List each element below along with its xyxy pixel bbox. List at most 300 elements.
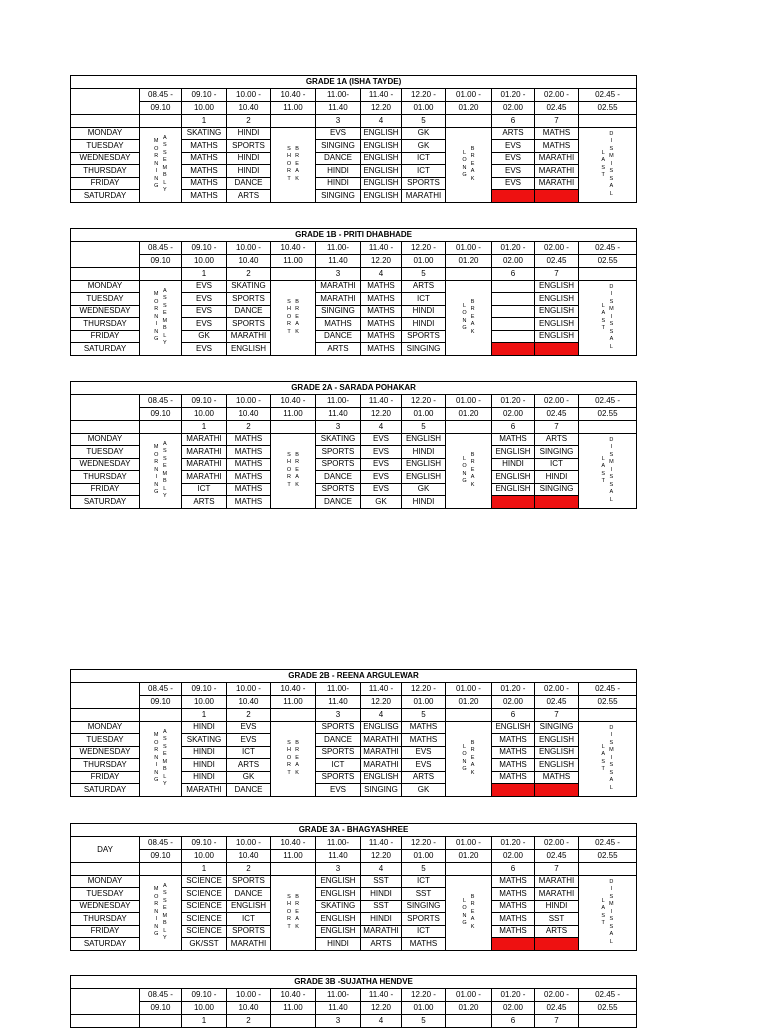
subject-cell: MARATHI — [535, 165, 579, 178]
blank-cell — [446, 1015, 492, 1028]
period-number: 6 — [492, 421, 535, 434]
period-number: 2 — [227, 709, 271, 722]
period-number: 1 — [182, 115, 227, 128]
short-break-label-letter: T — [287, 328, 291, 335]
last-dismissal-label-letter: T — [601, 172, 605, 178]
subject-cell: MATHS — [227, 446, 271, 459]
morning-assembly-label-letter: N — [154, 313, 159, 320]
subject-cell: HINDI — [316, 938, 361, 951]
time-end: 10.40 — [227, 255, 271, 268]
last-dismissal-label-letter: I — [610, 754, 613, 761]
short-break-label-letter: K — [295, 923, 299, 930]
time-start: 01.20 - — [492, 242, 535, 255]
time-end: 02.00 — [492, 255, 535, 268]
subject-cell: MATHS — [492, 771, 535, 784]
period-number: 5 — [402, 421, 446, 434]
subject-cell: EVS — [361, 433, 402, 446]
subject-cell: ICT — [182, 483, 227, 496]
time-end: 01.00 — [402, 408, 446, 421]
period-number: 2 — [227, 115, 271, 128]
time-end: 01.20 — [446, 408, 492, 421]
last-dismissal-label-letter: A — [601, 310, 606, 316]
morning-assembly-label — [140, 280, 182, 355]
period-number: 4 — [361, 863, 402, 876]
red-marked-cell — [535, 343, 579, 356]
red-marked-cell — [535, 190, 579, 203]
short-break-label-letter: S — [287, 893, 291, 900]
short-break-label — [271, 280, 316, 355]
last-dismissal-label-letter: L — [601, 455, 605, 462]
subject-cell: ENGLISH — [361, 140, 402, 153]
subject-cell: EVS — [361, 483, 402, 496]
time-start: 01.00 - — [446, 242, 492, 255]
subject-cell: MATHS — [492, 759, 535, 772]
blank-cell — [140, 115, 182, 128]
morning-assembly-label-letter: O — [154, 145, 159, 152]
short-break-label-letter: A — [295, 474, 299, 481]
day-label: MONDAY — [71, 721, 140, 734]
morning-assembly-label-letter: N — [154, 160, 159, 167]
morning-assembly-label-letter: M — [162, 758, 168, 765]
short-break-label-letter: K — [295, 175, 299, 182]
last-dismissal-label-letter: M — [609, 747, 614, 754]
long-break-label-letter: O — [462, 157, 467, 163]
morning-assembly-label-letter: L — [163, 485, 167, 492]
time-start: 01.20 - — [492, 395, 535, 408]
time-start: 02.00 - — [535, 989, 579, 1002]
short-break-label-letter: B — [295, 451, 299, 458]
subject-cell: SPORTS — [316, 483, 361, 496]
subject-cell — [492, 305, 535, 318]
morning-assembly-label-letter: N — [154, 175, 159, 182]
subject-cell: HINDI — [535, 471, 579, 484]
subject-cell: SINGING — [361, 784, 402, 797]
time-end: 11.00 — [271, 1002, 316, 1015]
subject-cell: GK — [402, 127, 446, 140]
time-start: 11.00- — [316, 989, 361, 1002]
last-dismissal-label-letter: I — [610, 732, 613, 739]
time-end: 10.40 — [227, 102, 271, 115]
day-header — [71, 395, 140, 421]
subject-cell: ENGLISH — [402, 458, 446, 471]
subject-cell: HINDI — [402, 318, 446, 331]
time-end: 09.10 — [140, 850, 182, 863]
long-break-label-letter: E — [470, 754, 475, 761]
time-start: 01.20 - — [492, 89, 535, 102]
last-dismissal-label-letter: A — [601, 751, 606, 757]
time-end: 09.10 — [140, 408, 182, 421]
last-dismissal-label-letter: S — [609, 168, 614, 175]
time-start: 02.00 - — [535, 683, 579, 696]
last-dismissal-label-letter: I — [610, 886, 613, 893]
short-break-label-letter: T — [287, 481, 291, 488]
last-dismissal-label-letter: S — [609, 923, 614, 930]
subject-cell: ARTS — [227, 759, 271, 772]
last-dismissal-label-letter: S — [609, 739, 614, 746]
time-end: 10.40 — [227, 850, 271, 863]
time-start: 09.10 - — [182, 89, 227, 102]
blank-cell — [271, 1015, 316, 1028]
subject-cell: ENGLISH — [316, 925, 361, 938]
long-break-label — [446, 433, 492, 508]
subject-cell: MATHS — [227, 471, 271, 484]
time-start: 08.45 - — [140, 89, 182, 102]
long-break-label-letter: E — [470, 908, 475, 915]
time-end: 02.55 — [579, 850, 637, 863]
time-start: 01.20 - — [492, 837, 535, 850]
morning-assembly-label-letter: A — [162, 134, 167, 141]
day-label: MONDAY — [71, 127, 140, 140]
subject-cell: ENGLISG — [361, 721, 402, 734]
day-label: SATURDAY — [71, 496, 140, 509]
day-label: FRIDAY — [71, 177, 140, 190]
subject-cell: MARATHI — [182, 446, 227, 459]
short-break-label-letter: K — [295, 769, 299, 776]
time-start: 11.00- — [316, 242, 361, 255]
blank-cell — [140, 709, 182, 722]
period-number: 3 — [316, 1015, 361, 1028]
time-start: 12.20 - — [402, 683, 446, 696]
subject-cell: SINGING — [402, 343, 446, 356]
subject-cell: ENGLISH — [492, 483, 535, 496]
morning-assembly-label-letter: I — [155, 916, 157, 923]
time-start: 10.40 - — [271, 395, 316, 408]
subject-cell: MARATHI — [316, 280, 361, 293]
time-start: 12.20 - — [402, 242, 446, 255]
subject-cell: SPORTS — [316, 746, 361, 759]
period-number: 3 — [316, 268, 361, 281]
morning-assembly-label-letter: S — [162, 149, 167, 156]
time-start: 10.40 - — [271, 837, 316, 850]
morning-assembly-label-letter: Y — [162, 187, 167, 193]
morning-assembly-label-letter: E — [162, 157, 167, 163]
red-marked-cell — [492, 496, 535, 509]
time-end: 11.40 — [316, 696, 361, 709]
short-break-label — [271, 875, 316, 950]
red-marked-cell — [492, 784, 535, 797]
morning-assembly-label-letter: N — [154, 908, 159, 915]
short-break-label — [271, 127, 316, 202]
subject-cell: MATHS — [492, 875, 535, 888]
time-end: 10.00 — [182, 408, 227, 421]
subject-cell: MATHS — [492, 888, 535, 901]
subject-cell: SCIENCE — [182, 888, 227, 901]
long-break-label-letter: E — [470, 466, 475, 473]
subject-cell: MARATHI — [182, 784, 227, 797]
subject-cell: EVS — [492, 140, 535, 153]
subject-cell: MATHS — [227, 458, 271, 471]
blank-cell — [140, 863, 182, 876]
last-dismissal-label-letter: I — [610, 313, 613, 320]
blank-cell — [446, 268, 492, 281]
subject-cell: DANCE — [316, 471, 361, 484]
short-break-label-letter: A — [295, 168, 299, 175]
period-number: 5 — [402, 115, 446, 128]
subject-cell: EVS — [182, 280, 227, 293]
subject-cell: HINDI — [361, 888, 402, 901]
subject-cell: EVS — [492, 152, 535, 165]
morning-assembly-label-letter: M — [153, 444, 159, 451]
time-start: 08.45 - — [140, 837, 182, 850]
subject-cell: HINDI — [182, 771, 227, 784]
last-dismissal-label-letter: S — [609, 769, 614, 776]
last-dismissal-label-letter: S — [609, 328, 614, 335]
morning-assembly-label-letter: M — [162, 470, 168, 477]
day-label: MONDAY — [71, 875, 140, 888]
subject-cell: MARATHI — [361, 925, 402, 938]
time-start: 01.00 - — [446, 683, 492, 696]
time-start: 08.45 - — [140, 242, 182, 255]
time-end: 01.00 — [402, 850, 446, 863]
time-end: 01.00 — [402, 1002, 446, 1015]
morning-assembly-label-letter: R — [154, 747, 159, 754]
time-start: 02.00 - — [535, 89, 579, 102]
subject-cell: ICT — [316, 759, 361, 772]
time-start: 09.10 - — [182, 395, 227, 408]
short-break-label-letter: R — [295, 901, 300, 908]
subject-cell: GK — [227, 771, 271, 784]
short-break-label-letter: H — [287, 901, 291, 908]
time-start: 10.40 - — [271, 242, 316, 255]
period-number: 4 — [361, 1015, 402, 1028]
period-number: 3 — [316, 115, 361, 128]
morning-assembly-label-letter: O — [154, 298, 159, 305]
period-number: 4 — [361, 709, 402, 722]
subject-cell: ARTS — [182, 496, 227, 509]
last-dismissal-label-letter: A — [601, 157, 606, 163]
long-break-label-letter: K — [470, 769, 475, 776]
long-break-label — [446, 721, 492, 796]
day-label: FRIDAY — [71, 483, 140, 496]
subject-cell: SST — [361, 900, 402, 913]
morning-assembly-label-letter: M — [153, 291, 159, 298]
last-dismissal-label-letter: A — [601, 905, 606, 911]
short-break-label-letter: O — [286, 313, 292, 320]
period-number: 7 — [535, 115, 579, 128]
blank-cell — [446, 863, 492, 876]
grade-timetable — [70, 228, 637, 356]
time-end: 02.45 — [535, 696, 579, 709]
morning-assembly-label — [140, 721, 182, 796]
red-marked-cell — [535, 496, 579, 509]
time-start: 11.40 - — [361, 242, 402, 255]
subject-cell: SST — [402, 888, 446, 901]
time-start: 12.20 - — [402, 837, 446, 850]
morning-assembly-label-letter: A — [162, 882, 167, 889]
subject-cell: SINGING — [535, 446, 579, 459]
last-dismissal-label — [579, 280, 637, 355]
long-break-label-letter: E — [470, 160, 475, 167]
day-label: MONDAY — [71, 280, 140, 293]
last-dismissal-label-letter: L — [601, 149, 605, 156]
blank-cell — [271, 268, 316, 281]
last-dismissal-label — [579, 127, 637, 202]
subject-cell: MATHS — [492, 433, 535, 446]
time-start: 10.40 - — [271, 683, 316, 696]
period-number: 2 — [227, 421, 271, 434]
time-end: 12.20 — [361, 696, 402, 709]
long-break-label-letter: A — [470, 168, 475, 175]
last-dismissal-label-letter: T — [601, 766, 605, 772]
short-break-label-letter: A — [295, 321, 299, 328]
grade-title: GRADE 1B - PRITI DHABHADE — [71, 229, 637, 242]
day-label: SATURDAY — [71, 784, 140, 797]
subject-cell: MATHS — [402, 721, 446, 734]
blank-cell — [71, 863, 140, 876]
short-break-label-letter: S — [287, 739, 291, 746]
subject-cell: SPORTS — [316, 458, 361, 471]
long-break-label — [446, 875, 492, 950]
time-start: 11.00- — [316, 683, 361, 696]
long-break-label-letter: L — [462, 455, 467, 462]
morning-assembly-label-letter: R — [154, 901, 159, 908]
long-break-label-letter: A — [470, 474, 475, 481]
subject-cell: DANCE — [227, 888, 271, 901]
morning-assembly-label — [140, 875, 182, 950]
subject-cell: MARATHI — [535, 177, 579, 190]
subject-cell: SINGING — [535, 721, 579, 734]
subject-cell — [492, 280, 535, 293]
long-break-label-letter: B — [470, 739, 475, 746]
morning-assembly-label-letter: A — [162, 728, 167, 735]
subject-cell: DANCE — [316, 496, 361, 509]
morning-assembly-label-letter: E — [162, 463, 167, 469]
day-label: TUESDAY — [71, 140, 140, 153]
subject-cell: ENGLISH — [535, 759, 579, 772]
short-break-label-letter: R — [287, 916, 291, 923]
morning-assembly-label-letter: Y — [162, 340, 167, 346]
long-break-label-letter: R — [470, 901, 475, 908]
subject-cell: SPORTS — [227, 293, 271, 306]
subject-cell: MATHS — [402, 734, 446, 747]
grade-timetable — [70, 823, 637, 951]
morning-assembly-label-letter: S — [162, 743, 167, 750]
long-break-label-letter: L — [462, 149, 467, 156]
short-break-label-letter: O — [286, 160, 292, 167]
subject-cell: SST — [535, 913, 579, 926]
subject-cell: ICT — [227, 913, 271, 926]
morning-assembly-label-letter: M — [153, 732, 159, 739]
time-end: 09.10 — [140, 102, 182, 115]
time-end: 11.00 — [271, 102, 316, 115]
subject-cell: MATHS — [182, 165, 227, 178]
time-start: 08.45 - — [140, 395, 182, 408]
period-number: 5 — [402, 268, 446, 281]
morning-assembly-label-letter: B — [162, 172, 167, 178]
morning-assembly-label-letter: R — [154, 306, 159, 313]
time-start: 09.10 - — [182, 683, 227, 696]
day-label: THURSDAY — [71, 913, 140, 926]
time-end: 01.20 — [446, 255, 492, 268]
last-dismissal-label-letter: I — [610, 466, 613, 473]
subject-cell: HINDI — [402, 496, 446, 509]
subject-cell: DANCE — [227, 177, 271, 190]
day-label: THURSDAY — [71, 318, 140, 331]
time-start: 01.00 - — [446, 89, 492, 102]
long-break-label-letter: K — [470, 328, 475, 335]
blank-cell — [71, 709, 140, 722]
subject-cell: ARTS — [492, 127, 535, 140]
morning-assembly-label-letter: M — [153, 138, 159, 145]
short-break-label-letter: R — [295, 747, 300, 754]
blank-cell — [71, 1015, 140, 1028]
subject-cell: SPORTS — [402, 330, 446, 343]
short-break-label-letter: T — [287, 175, 291, 182]
day-label: THURSDAY — [71, 471, 140, 484]
morning-assembly-label-letter: O — [154, 451, 159, 458]
subject-cell: SKATING — [316, 900, 361, 913]
time-end: 02.00 — [492, 408, 535, 421]
time-start: 11.00- — [316, 395, 361, 408]
last-dismissal-label-letter: T — [601, 325, 605, 331]
time-start: 01.00 - — [446, 989, 492, 1002]
short-break-label-letter: H — [287, 459, 291, 466]
morning-assembly-label-letter: L — [163, 773, 167, 780]
blank-cell — [579, 863, 637, 876]
time-start: 10.40 - — [271, 989, 316, 1002]
last-dismissal-label-letter: D — [609, 724, 614, 731]
period-number: 1 — [182, 1015, 227, 1028]
subject-cell: ENGLISH — [361, 177, 402, 190]
last-dismissal-label-letter: M — [609, 459, 614, 466]
long-break-label-letter: K — [470, 481, 475, 488]
time-end: 11.00 — [271, 850, 316, 863]
morning-assembly-label-letter: M — [162, 164, 168, 171]
subject-cell: EVS — [182, 318, 227, 331]
period-number: 6 — [492, 1015, 535, 1028]
long-break-label-letter: E — [470, 313, 475, 320]
red-marked-cell — [492, 938, 535, 951]
subject-cell: ENGLISH — [492, 471, 535, 484]
morning-assembly-label-letter: A — [162, 287, 167, 294]
long-break-label-letter: N — [462, 758, 467, 765]
long-break-label-letter: R — [470, 747, 475, 754]
long-break-label-letter: G — [462, 325, 467, 331]
morning-assembly-label-letter: B — [162, 920, 167, 926]
short-break-label-letter: B — [295, 893, 299, 900]
morning-assembly-label-letter: L — [163, 179, 167, 186]
subject-cell: MARATHI — [535, 152, 579, 165]
day-label: SATURDAY — [71, 938, 140, 951]
short-break-label-letter: R — [287, 474, 291, 481]
subject-cell: MATHS — [361, 280, 402, 293]
subject-cell: MARATHI — [361, 746, 402, 759]
subject-cell: SINGING — [535, 483, 579, 496]
subject-cell: HINDI — [492, 458, 535, 471]
last-dismissal-label-letter: A — [601, 463, 606, 469]
subject-cell: SCIENCE — [182, 913, 227, 926]
morning-assembly-label-letter: N — [154, 923, 159, 930]
time-end: 02.45 — [535, 102, 579, 115]
time-start: 02.45 - — [579, 242, 637, 255]
day-header — [71, 89, 140, 115]
blank-cell — [140, 1015, 182, 1028]
time-end: 09.10 — [140, 1002, 182, 1015]
subject-cell: ENGLISH — [535, 330, 579, 343]
last-dismissal-label-letter: S — [601, 912, 606, 919]
subject-cell: SKATING — [316, 433, 361, 446]
subject-cell: MARATHI — [227, 938, 271, 951]
grade-title: GRADE 2A - SARADA POHAKAR — [71, 382, 637, 395]
time-end: 09.10 — [140, 255, 182, 268]
blank-cell — [140, 421, 182, 434]
morning-assembly-label-letter: O — [154, 893, 159, 900]
time-end: 02.00 — [492, 696, 535, 709]
last-dismissal-label-letter: D — [609, 130, 614, 137]
time-end: 12.20 — [361, 408, 402, 421]
subject-cell: ICT — [402, 152, 446, 165]
subject-cell: EVS — [492, 177, 535, 190]
